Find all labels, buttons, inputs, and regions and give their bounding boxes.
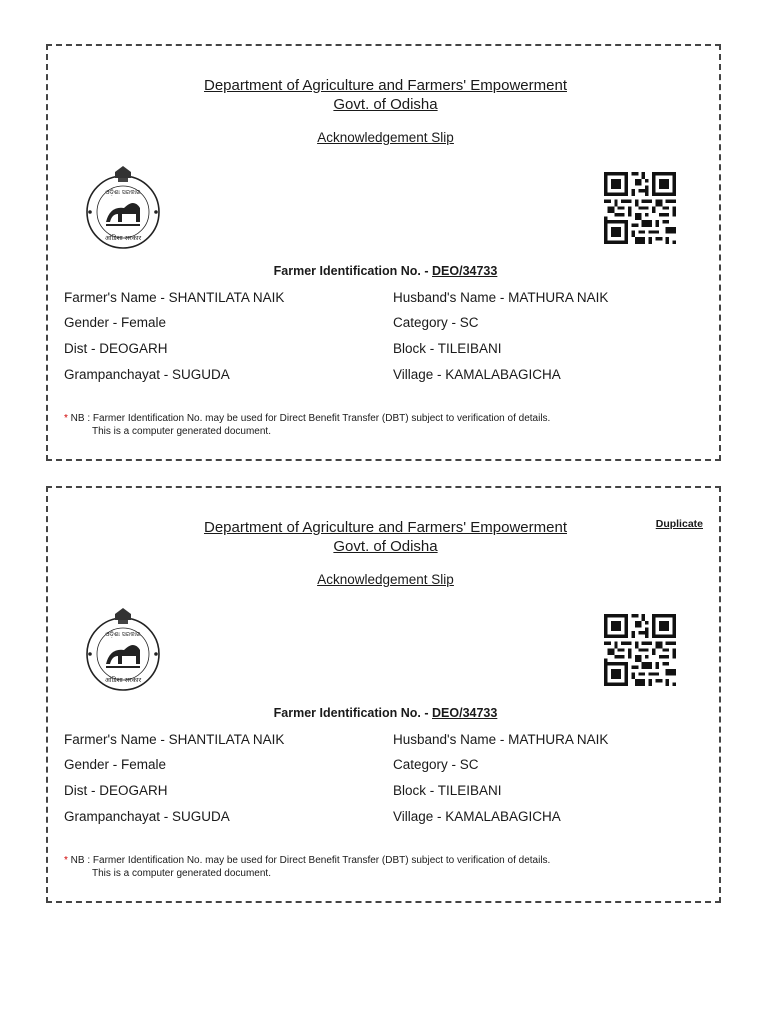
farmer-id-label: Farmer Identification No. -: [273, 706, 433, 720]
footnote: [64, 854, 550, 880]
odisha-emblem-icon: [82, 606, 164, 692]
farmer-name: Farmer's Name - SHANTILATA NAIK: [64, 290, 285, 305]
category: Category - SC: [393, 757, 479, 772]
block: Block - TILEIBANI: [393, 341, 502, 356]
department-heading: [48, 76, 723, 114]
husband-name: Husband's Name - MATHURA NAIK: [393, 732, 609, 747]
footnote-line-2: This is a computer generated document.: [92, 868, 271, 879]
footnote-line-2: This is a computer generated document.: [92, 426, 271, 437]
farmer-name: Farmer's Name - SHANTILATA NAIK: [64, 732, 285, 747]
grampanchayat: Grampanchayat - SUGUDA: [64, 367, 230, 382]
department-heading: [48, 518, 723, 556]
emblem-text-top: ଓଡ଼ିଶା ସରକାର: [105, 189, 141, 196]
farmer-identification: [48, 264, 723, 278]
category: Category - SC: [393, 315, 479, 330]
slip-title: [48, 130, 723, 145]
farmer-identification: [48, 706, 723, 720]
qr-code-icon: [604, 614, 676, 686]
gender: Gender - Female: [64, 757, 167, 772]
footnote: [64, 412, 550, 438]
department-name: Department of Agriculture and Farmers' Empowerment: [203, 77, 567, 94]
emblem-text-top: ଓଡ଼ିଶା ସରକାର: [105, 631, 141, 638]
qr-code-icon: [604, 172, 676, 244]
emblem-text-bottom: ओडिशा सरकार: [104, 234, 142, 242]
footnote-line-1: NB : Farmer Identification No. may be used for Direct Benefit Transfer (DBT) subject to verification of details.: [67, 855, 551, 866]
footnote-line-1: NB : Farmer Identification No. may be used for Direct Benefit Transfer (DBT) subject to verification of details.: [67, 413, 551, 424]
grampanchayat: Grampanchayat - SUGUDA: [64, 809, 230, 824]
footnote-asterisk: *: [64, 855, 68, 866]
department-name: Department of Agriculture and Farmers' Empowerment: [203, 519, 567, 536]
block: Block - TILEIBANI: [393, 783, 502, 798]
district: Dist - DEOGARH: [64, 341, 168, 356]
emblem-text-bottom: ओडिशा सरकार: [104, 676, 142, 684]
acknowledgement-slip-duplicate: [46, 486, 721, 903]
government-name: Govt. of Odisha: [333, 96, 438, 113]
footnote-asterisk: *: [64, 413, 68, 424]
village: Village - KAMALABAGICHA: [393, 367, 561, 382]
village: Village - KAMALABAGICHA: [393, 809, 561, 824]
husband-name: Husband's Name - MATHURA NAIK: [393, 290, 609, 305]
slip-title-text: Acknowledgement Slip: [317, 572, 454, 587]
farmer-id-label: Farmer Identification No. -: [273, 264, 433, 278]
farmer-id-number: DEO/34733: [432, 264, 498, 278]
odisha-emblem-icon: [82, 164, 164, 250]
farmer-id-number: DEO/34733: [432, 706, 498, 720]
acknowledgement-slip-original: [46, 44, 721, 461]
duplicate-label: Duplicate: [655, 518, 703, 530]
slip-title: [48, 572, 723, 587]
gender: Gender - Female: [64, 315, 167, 330]
district: Dist - DEOGARH: [64, 783, 168, 798]
slip-title-text: Acknowledgement Slip: [317, 130, 454, 145]
government-name: Govt. of Odisha: [333, 538, 438, 555]
